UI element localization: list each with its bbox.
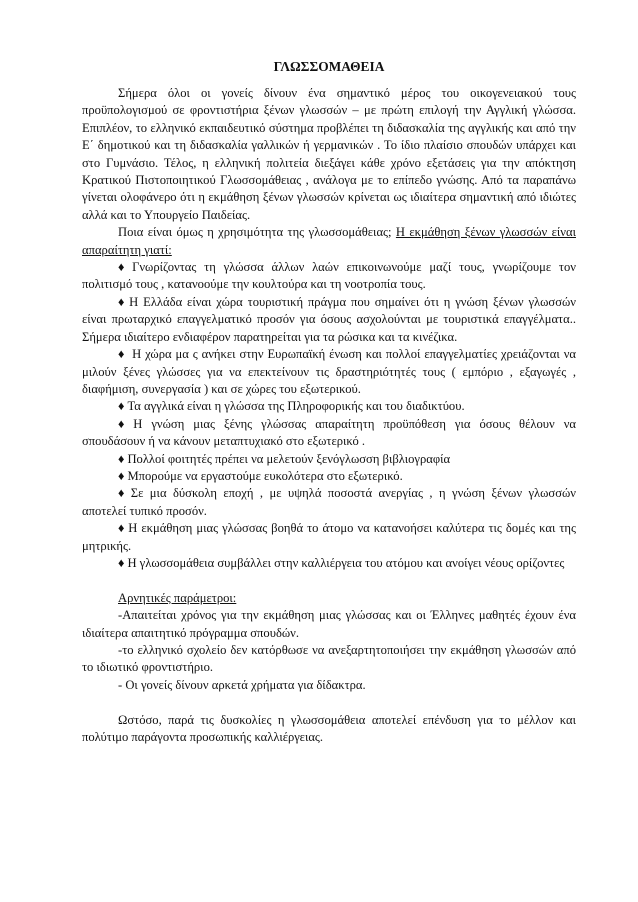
negatives-heading-line (82, 590, 576, 607)
bullet-text: Μπορούμε να εργαστούμε ευκολότερα στο εξωτερικό. (127, 468, 403, 483)
diamond-bullet-icon: ♦ (118, 260, 130, 275)
negative-item: - Οι γονείς δίνουν αρκετά χρήματα για δίδακτρα. (118, 677, 366, 692)
bullet-text: Τα αγγλικά είναι η γλώσσα της Πληροφορικής και του διαδικτύου. (127, 399, 465, 414)
conclusion-paragraph: Ωστόσο, παρά τις δυσκολίες η γλωσσομάθεια αποτελεί επένδυση για το μέλλον και πολύτιμο παράγοντα προσωπικής καλλιέργειας. (82, 712, 576, 744)
diamond-bullet-icon: ♦ (118, 521, 126, 536)
diamond-bullet-icon: ♦ (118, 486, 128, 501)
diamond-bullet-icon: ♦ (118, 294, 127, 309)
bullet-item (82, 520, 576, 555)
bullet-text: Η χώρα μα ς ανήκει στην Ευρωπαϊκή ένωση και πολλοί επαγγελματίες χρειάζονται να μιλούν ξένες γλώσσες για να επεκτείνουν τις δραστηριότητές τους ( εμπόριο , εξαγωγές , διαφήμιση, συνεργασία ) και σε χώρες του εξωτερικού. (82, 347, 576, 396)
diamond-bullet-icon: ♦ (118, 347, 126, 362)
blank-line (82, 694, 576, 711)
bullet-item (82, 555, 576, 572)
diamond-bullet-icon: ♦ (118, 555, 125, 570)
bullet-item (82, 346, 576, 398)
document-title: ΓΛΩΣΣΟΜΑΘΕΙΑ (273, 59, 385, 74)
bullet-text: Η εκμάθηση μιας γλώσσας βοηθά το άτομο να κατανοήσει καλύτερα τις δομές και της μητρικής. (82, 521, 576, 553)
diamond-bullet-icon: ♦ (118, 399, 125, 414)
bullet-item (82, 294, 576, 346)
diamond-bullet-icon: ♦ (118, 451, 125, 466)
question-lead: Ποια είναι όμως η χρησιμότητα της γλωσσομάθειας; (118, 225, 392, 240)
bullet-item (82, 416, 576, 451)
bullet-text: Σε μια δύσκολη εποχή , με υψηλά ποσοστά ανεργίας , η γνώση ξένων γλωσσών αποτελεί τυπικό προσόν. (82, 486, 576, 518)
bullet-text: Γνωρίζοντας τη γλώσσα άλλων λαών επικοινωνούμε μαζί τους, γνωρίζουμε τον πολιτισμό τους , κατανοούμε την κουλτούρα και τη νοοτροπία τους. (82, 260, 576, 292)
negative-item: -Απαιτείται χρόνος για την εκμάθηση μιας γλώσσας και οι Έλληνες μαθητές έχουν ένα ιδιαίτερα απαιτητικό πρόγραμμα σπουδών. (82, 608, 576, 640)
blank-line (82, 572, 576, 589)
bullet-item (82, 259, 576, 294)
negative-item: -το ελληνικό σχολείο δεν κατόρθωσε να ανεξαρτητοποιήσει την εκμάθηση γλωσσών από το ιδιωτικό φροντιστήριο. (82, 642, 576, 675)
diamond-bullet-icon: ♦ (118, 416, 131, 431)
bullet-text: Πολλοί φοιτητές πρέπει να μελετούν ξενόγλωσση βιβλιογραφία (127, 451, 451, 466)
question-paragraph (82, 224, 576, 259)
intro-paragraph: Σήμερα όλοι οι γονείς δίνουν ένα σημαντικό μέρος του οικογενειακού τους προϋπολογισμού σε φροντιστήρια ξένων γλωσσών – με πρώτη επιλογή την Αγγλική γλώσσα. Επιπλέον, το ελληνικό εκπαιδευτικό σύστημα προβλέπει τη διδασκαλία της αγγλικής και από την Ε΄ δημοτικού και τη διδασκαλία γαλλικών ή γερμανικών . Το ίδιο πλαίσιο σπουδών υπάρχει και στο Γυμνάσιο. Τέλος, η ελληνική πολιτεία διεξάγει κάθε χρόνο εξετάσεις για την απόκτηση Κρατικού Πιστοποιητικού Γλωσσομάθειας , ανάλογα με το επίπεδο γνώσης. Από τα παραπάνω γίνεται ολοφάνερο ότι η εκμάθηση ξένων γλωσσών κρίνεται ως ιδιαίτερα σημαντική από ιδιώτες αλλά και το Υπουργείο Παιδείας. (82, 86, 576, 222)
bullet-text: Η γνώση μιας ξένης γλώσσας απαραίτητη προϋπόθεση για όσους θέλουν να σπουδάσουν ή να κάνουν μεταπτυχιακό στο εξωτερικό . (82, 416, 576, 449)
bullet-text: Η Ελλάδα είναι χώρα τουριστική πράγμα που σημαίνει ότι η γνώση ξένων γλωσσών είναι πρωταρχικό επαγγελματικό προσόν για όσους ασχολούνται με τουριστικά επαγγέλματα.. Σήμερα ιδιαίτερο ενδιαφέρον παρατηρείται για τα ρώσικα και τα κινέζικα. (82, 294, 576, 344)
negatives-heading: Αρνητικές παράμετροι: (118, 590, 237, 605)
question-underlined: Η εκμάθηση ξένων γλωσσών είναι απαραίτητη γιατί: (82, 225, 576, 257)
bullet-text: Η γλωσσομάθεια συμβάλλει στην καλλιέργεια του ατόμου και ανοίγει νέους ορίζοντες (127, 555, 565, 570)
bullet-item (82, 451, 576, 468)
document-page (82, 58, 576, 746)
bullet-item (82, 398, 576, 415)
bullet-item (82, 468, 576, 485)
diamond-bullet-icon: ♦ (118, 468, 125, 483)
bullet-item (82, 485, 576, 520)
